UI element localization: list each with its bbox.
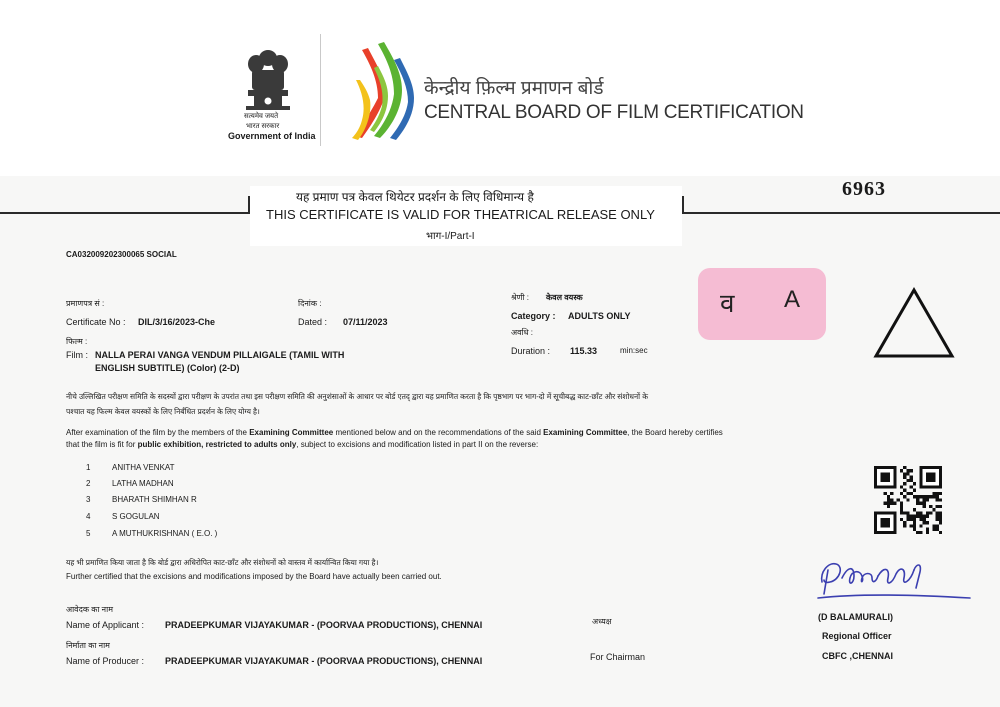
certification-text-hindi-line1: नीचे उल्लिखित परीक्षण समिति के सदस्यों द्वारा परीक्षण के उपरांत तथा इस परीक्षण समिति की अनुशंसाओं के आधार पर बोर्ड एतद् द्वारा यह प्रमाणित करता है कि पृष्ठभाग पर भाग-दो में सूचीबद्ध काट-छाँट और संशोधनों के — [66, 392, 648, 401]
applicant-label: Name of Applicant : — [66, 620, 145, 630]
further-certified-hindi: यह भी प्रमाणित किया जाता है कि बोर्ड द्वारा अधिरोपित काट-छाँट और संशोधनों को वास्तव में कार्यान्वित किया गया है। — [66, 558, 379, 567]
committee-member: BHARATH SHIMHAN R — [112, 495, 197, 504]
duration-unit: min:sec — [620, 346, 648, 355]
rule-right — [682, 212, 1000, 214]
committee-member: LATHA MADHAN — [112, 479, 174, 488]
rule-left — [0, 212, 250, 214]
category-value: ADULTS ONLY — [568, 311, 631, 321]
duration-value: 115.33 — [570, 346, 598, 356]
rule-right-tick — [682, 196, 684, 214]
duration-label: Duration : — [511, 346, 551, 356]
dated-label-hindi: दिनांक : — [298, 299, 322, 308]
validity-part: भाग-I/Part-I — [426, 231, 475, 242]
govt-english: Government of India — [228, 131, 316, 141]
reference-code: CA032009202300065 SOCIAL — [66, 250, 177, 259]
category-label-hindi: श्रेणी : — [511, 293, 529, 302]
chairman-label-hindi: अध्यक्ष — [592, 617, 612, 626]
film-label-hindi: फिल्म : — [66, 337, 88, 346]
film-title-line2: ENGLISH SUBTITLE) (Color) (2-D) — [95, 363, 240, 373]
dated-label: Dated : — [298, 317, 328, 327]
producer-label-hindi: निर्माता का नाम — [66, 641, 110, 650]
category-value-hindi: केवल वयस्क — [546, 293, 583, 302]
certificate-no-label: Certificate No : — [66, 317, 126, 327]
film-title-line1: NALLA PERAI VANGA VENDUM PILLAIGALE (TAMIL WITH — [95, 350, 345, 360]
header-divider — [320, 34, 321, 146]
signatory-title: Regional Officer — [822, 631, 892, 641]
certification-text-english-line1: After examination of the film by the members of the Examining Committee mentioned below and on the recommendations of the said Examining Committee, the Board hereby certifies — [66, 428, 723, 437]
for-chairman-label: For Chairman — [590, 652, 646, 662]
certificate-no-label-hindi: प्रमाणपत्र सं : — [66, 299, 105, 308]
signatory-office: CBFC ,CHENNAI — [822, 651, 893, 661]
committee-number: 1 — [86, 463, 91, 472]
producer-value: PRADEEPKUMAR VIJAYAKUMAR - (POORVAA PRODUCTIONS), CHENNAI — [165, 656, 483, 666]
cbfc-logo-icon — [348, 40, 414, 144]
board-name-hindi: केन्द्रीय फ़िल्म प्रमाणन बोर्ड — [424, 78, 604, 99]
further-certified-english: Further certified that the excisions and modifications imposed by the Board have actually been carried out. — [66, 572, 442, 581]
category-label: Category : — [511, 311, 556, 321]
committee-number: 3 — [86, 495, 91, 504]
rating-hindi: व — [720, 288, 735, 318]
govt-hindi: भारत सरकार — [246, 123, 280, 130]
applicant-value: PRADEEPKUMAR VIJAYAKUMAR - (POORVAA PRODUCTIONS), CHENNAI — [165, 620, 483, 630]
committee-member: S GOGULAN — [112, 512, 160, 521]
board-name-english: CENTRAL BOARD OF FILM CERTIFICATION — [424, 102, 804, 123]
qr-code-icon — [874, 466, 942, 534]
triangle-icon — [872, 286, 956, 360]
committee-number: 2 — [86, 479, 91, 488]
committee-member: A MUTHUKRISHNAN ( E.O. ) — [112, 529, 218, 538]
certificate-no-value: DIL/3/16/2023-Che — [138, 317, 216, 327]
committee-member: ANITHA VENKAT — [112, 463, 175, 472]
dated-value: 07/11/2023 — [343, 317, 388, 327]
committee-number: 5 — [86, 529, 91, 538]
signature-icon — [814, 552, 974, 604]
committee-number: 4 — [86, 512, 91, 521]
applicant-label-hindi: आवेदक का नाम — [66, 605, 113, 614]
rating-english: A — [784, 286, 801, 313]
certification-text-english-line2: that the film is fit for public exhibition, restricted to adults only, subject to excisions and modification listed in part II on the reverse: — [66, 440, 539, 449]
signatory-name: (D BALAMURALI) — [818, 612, 893, 622]
serial-number: 6963 — [842, 178, 886, 200]
emblem-motto: सत्यमेव जयते — [244, 113, 279, 120]
validity-box — [250, 186, 682, 246]
validity-line-hindi: यह प्रमाण पत्र केवल थियेटर प्रदर्शन के लिए विधिमान्य है — [296, 190, 534, 204]
validity-line-english: THIS CERTIFICATE IS VALID FOR THEATRICAL RELEASE ONLY — [266, 207, 655, 222]
category-badge — [698, 268, 826, 340]
certification-text-hindi-line2: पश्चात यह फिल्म केवल वयस्कों के लिए निर्बंधित प्रदर्शन के लिए योग्य है। — [66, 407, 260, 416]
film-label: Film : — [66, 350, 88, 360]
producer-label: Name of Producer : — [66, 656, 145, 666]
duration-label-hindi: अवधि : — [511, 328, 533, 337]
